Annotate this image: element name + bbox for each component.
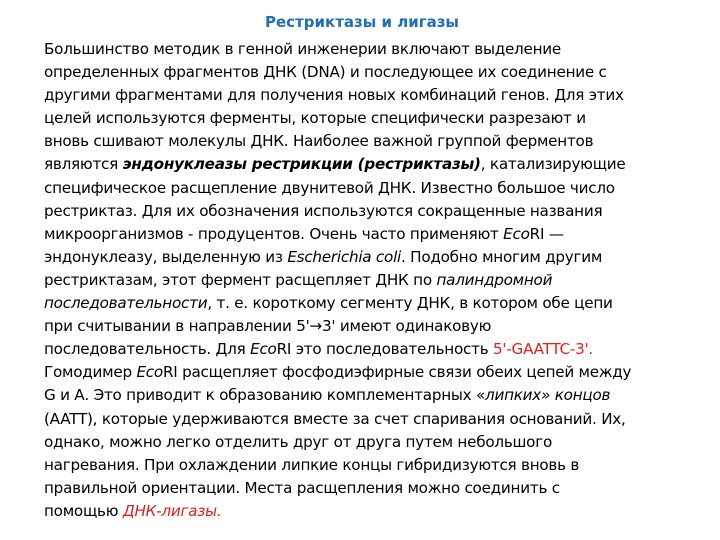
text-line (44, 292, 680, 315)
text-segment: помощью (44, 501, 123, 520)
text-segment: другими фрагментами для получения новых комбинаций генов. Для этих (44, 86, 624, 105)
text-line (44, 107, 680, 130)
text-line (44, 130, 680, 153)
text-line (44, 338, 680, 361)
enzyme-prefix: Eco (503, 224, 530, 243)
text-segment: являются (44, 155, 123, 174)
text-line (44, 38, 680, 61)
text-line (44, 408, 680, 431)
text-segment: последовательность. Для (44, 340, 251, 359)
text-line (44, 246, 680, 269)
text-line (44, 477, 680, 500)
text-segment: RI расщепляет фосфодиэфирные связи обеих цепей между (162, 363, 632, 382)
text-segment: микроорганизмов - продуцентов. Очень часто применяют (44, 224, 504, 243)
text-segment: RI — (529, 224, 564, 243)
term-dna-ligase: ДНК-лигазы. (122, 501, 222, 520)
enzyme-prefix: Eco (136, 363, 163, 382)
body-text (44, 38, 680, 523)
text-segment: эндонуклеазу, выделенную из (44, 247, 288, 266)
term-sticky-ends: липких» концов (485, 386, 611, 405)
text-line (44, 84, 680, 107)
text-segment: правильной ориентации. Места расщепления можно соединить с (44, 478, 560, 497)
text-segment: , катализирующие (480, 155, 626, 174)
text-segment: специфическое расщепление двунитевой ДНК. Известно большое число (44, 178, 615, 197)
text-segment: G и А. Это приводит к образованию комплементарных « (44, 386, 485, 405)
species-name: Escherichia coli (287, 247, 402, 266)
text-segment: Гомодимер (44, 363, 137, 382)
text-segment: , т. е. короткому сегменту ДНК, в котором обе цепи (207, 294, 613, 313)
text-segment: рестриктазам, этот фермент расщепляет ДНК по (44, 270, 437, 289)
text-segment: (AATT), которые удерживаются вместе за счет спаривания оснований. Их, (44, 409, 626, 428)
text-line (44, 153, 680, 176)
text-segment: однако, можно легко отделить друг от друга путем небольшого (44, 432, 552, 451)
text-line (44, 223, 680, 246)
text-segment: нагревания. При охлаждении липкие концы гибридизуются вновь в (44, 455, 580, 474)
enzyme-prefix: Eco (250, 340, 277, 359)
text-segment: рестриктаз. Для их обозначения используются сокращенные названия (44, 201, 603, 220)
text-line (44, 315, 680, 338)
text-segment: определенных фрагментов ДНК (DNA) и последующее их соединение с (44, 63, 607, 82)
term-palindromic: палиндромной (436, 270, 553, 289)
text-segment: . Подобно многим другим (401, 247, 603, 266)
text-line (44, 454, 680, 477)
text-line (44, 431, 680, 454)
text-segment: вновь сшивают молекулы ДНК. Наиболее важной группой ферментов (44, 132, 594, 151)
term-sequence: последовательности (44, 294, 208, 313)
text-line (44, 177, 680, 200)
text-line (44, 200, 680, 223)
text-line (44, 269, 680, 292)
text-line (44, 384, 680, 407)
page-title: Рестриктазы и лигазы (265, 13, 459, 31)
text-segment: целей используются ферменты, которые специфически разрезают и (44, 109, 586, 128)
text-line (44, 61, 680, 84)
text-segment: при считывании в направлении 5'→3' имеют одинаковую (44, 317, 492, 336)
text-segment: RI это последовательность (276, 340, 493, 359)
text-line (44, 500, 680, 523)
recognition-sequence: 5'-GAATTC-3'. (492, 340, 593, 359)
text-line (44, 361, 680, 384)
term-restriction-endonucleases: эндонуклеазы рестрикции (рестриктазы) (122, 155, 481, 174)
text-segment: Большинство методик в генной инженерии включают выделение (44, 40, 561, 58)
